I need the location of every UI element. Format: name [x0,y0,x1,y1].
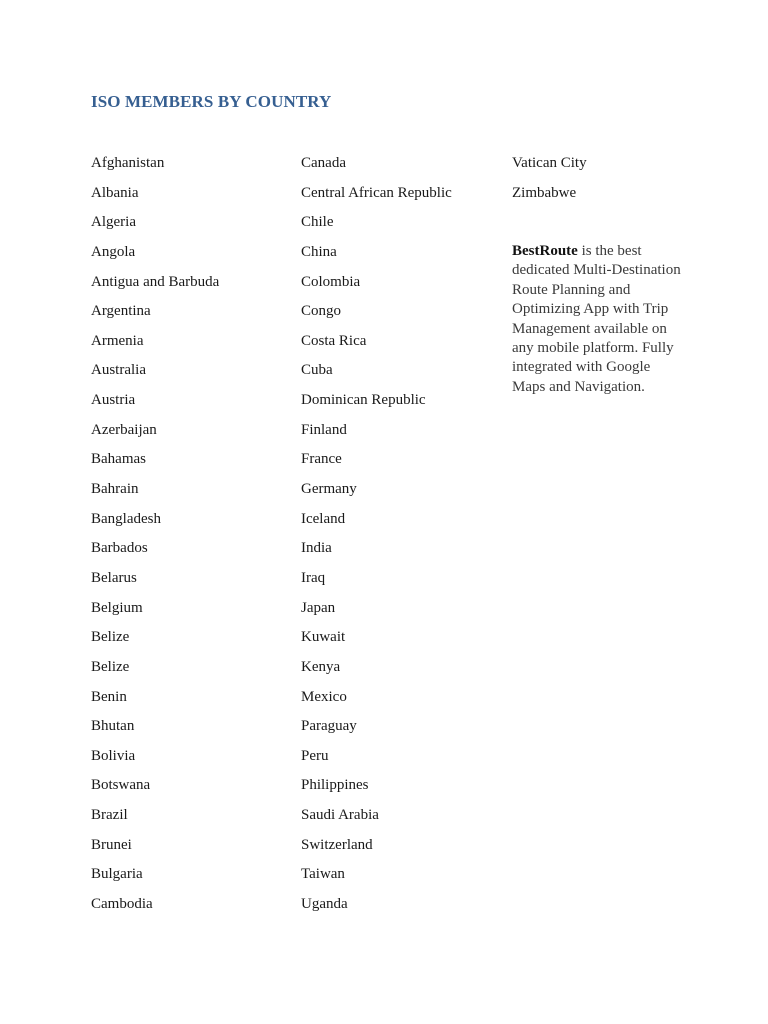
country-item: Finland [301,421,347,438]
country-item: Belize [91,658,130,675]
country-item: India [301,540,332,557]
country-item: Angola [91,243,136,260]
country-item: Albania [91,184,139,201]
country-item: Afghanistan [91,155,165,171]
page-title: ISO MEMBERS BY COUNTRY [91,92,332,111]
country-item: Zimbabwe [512,184,577,201]
country-item: Congo [301,303,342,320]
promo-text: is the best dedicated Multi-Destination Route Planning and Optimizing App with Trip Management available on any mobile platform. Fully integrated with Google Maps and Navigation. [512,243,681,395]
country-item: Belize [91,629,130,646]
country-item: Botswana [91,777,151,794]
country-item: Colombia [301,273,361,290]
country-item: France [301,451,342,468]
country-item: Canada [301,155,346,171]
country-item: Taiwan [301,866,345,883]
country-column-1 [91,153,219,924]
country-item: Saudi Arabia [301,807,379,824]
country-item: Costa Rica [301,332,367,349]
country-item: Central African Republic [301,184,452,201]
country-item: Barbados [91,540,148,557]
country-column-3 [512,153,587,212]
country-item: Mexico [301,688,347,705]
country-item: Philippines [301,777,369,794]
country-item: Algeria [91,214,136,231]
country-item: Bahrain [91,481,139,498]
country-item: Peru [301,747,329,764]
promo-brand: BestRoute [512,243,578,259]
country-item: Bangladesh [91,510,161,527]
country-item: China [301,243,337,260]
country-item: Dominican Republic [301,392,426,409]
country-item: Argentina [91,303,151,320]
country-item: Armenia [91,332,144,349]
country-item: Switzerland [301,836,373,853]
country-item: Germany [301,481,357,498]
country-item: Austria [91,392,136,409]
country-item: Iraq [301,569,326,586]
country-item: Kenya [301,658,341,675]
country-item: Antigua and Barbuda [91,273,220,290]
country-item: Chile [301,214,334,231]
country-item: Benin [91,688,127,705]
country-item: Cuba [301,362,333,379]
country-column-2 [301,153,452,924]
country-item: Belarus [91,569,137,586]
country-item: Bhutan [91,718,135,735]
country-item: Japan [301,599,336,616]
promo-paragraph [512,242,684,397]
country-item: Paraguay [301,718,357,735]
country-item: Vatican City [512,155,587,171]
country-item: Belgium [91,599,143,616]
country-item: Uganda [301,896,348,913]
country-item: Brazil [91,807,128,824]
country-item: Iceland [301,510,346,527]
country-item: Cambodia [91,896,153,913]
country-item: Bahamas [91,451,146,468]
country-item: Brunei [91,836,132,853]
country-item: Bolivia [91,747,136,764]
country-item: Australia [91,362,146,379]
country-item: Bulgaria [91,866,143,883]
country-item: Kuwait [301,629,346,646]
country-item: Azerbaijan [91,421,157,438]
